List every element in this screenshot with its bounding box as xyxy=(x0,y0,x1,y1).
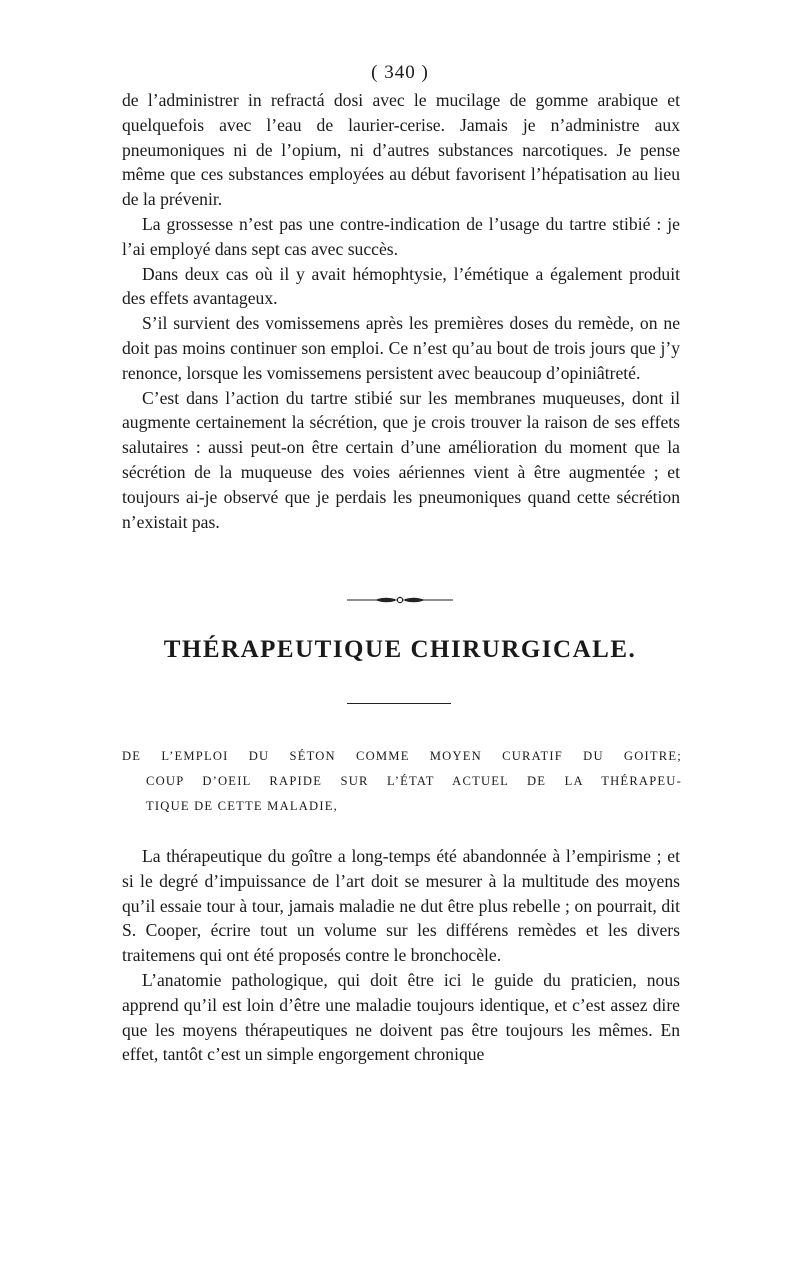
article-text xyxy=(122,844,680,1067)
title-rule xyxy=(347,703,451,704)
paragraph: de l’administrer in refractá dosi avec le mucilage de gomme arabique et quelquefois avec l’eau de laurier-cerise. Jamais je n’administre aux pneumoniques ni de l’opium, ni d’autres substances narcotiques. Je pense même que ces substances employées au début favorisent l’hépatisation au lieu de la prévenir. xyxy=(122,90,680,210)
paragraph: La grossesse n’est pas une contre-indication de l’usage du tartre stibié : je l’ai employé dans sept cas avec succès. xyxy=(122,213,680,259)
paragraph: S’il survient des vomissemens après les premières doses du remède, on ne doit pas moins continuer son emploi. Ce n’est qu’au bout de trois jours que j’y renonce, lorsque les vomissemens persistent avec beaucoup d’opiniâtreté. xyxy=(122,313,680,383)
paragraph: C’est dans l’action du tartre stibié sur les membranes muqueuses, dont il augmente certainement la sécrétion, que je crois trouver la raison de ses effets salutaires : aussi peut-on être certain d’une amélioration du moment que la sécrétion de la muqueuse des voies aériennes vient à être augmentée ; et toujours ai-je observé que je perdais les pneumoniques quand cette sécrétion n’existait pas. xyxy=(122,387,680,532)
paragraph: La thérapeutique du goître a long-temps été abandonnée à l’empirisme ; et si le degré d’impuissance de l’art doit se mesurer à la multitude des moyens qu’il essaie tour à tour, jamais maladie ne dut être plus rebelle ; on pourrait, dit S. Cooper, écrire tout un volume sur les différens remèdes et les divers traitemens qui ont été proposés contre le bronchocèle. xyxy=(122,846,680,966)
subtitle-line: DE L’EMPLOI DU SÉTON COMME MOYEN CURATIF DU GOITRE; xyxy=(122,749,682,763)
page-number: ( 340 ) xyxy=(371,62,429,83)
subtitle-line: TIQUE DE CETTE MALADIE, xyxy=(146,799,338,813)
chapter-title: THÉRAPEUTIQUE CHIRURGICALE. xyxy=(163,636,637,663)
paragraph: L’anatomie pathologique, qui doit être ici le guide du praticien, nous apprend qu’il est loin d’être une maladie toujours identique, et c’est assez dire que les moyens thérapeutiques ne doivent pas être toujours les mêmes. En effet, tantôt c’est un simple engorgement chronique xyxy=(122,969,680,1065)
paragraph: Dans deux cas où il y avait hémophtysie, l’émétique a également produit des effets avantageux. xyxy=(122,263,680,309)
continuation-text xyxy=(122,88,680,534)
section-ornament xyxy=(347,594,453,606)
section-subtitle xyxy=(122,744,682,819)
subtitle-line: COUP D’OEIL RAPIDE SUR L’ÉTAT ACTUEL DE LA THÉRAPEU- xyxy=(146,774,682,788)
